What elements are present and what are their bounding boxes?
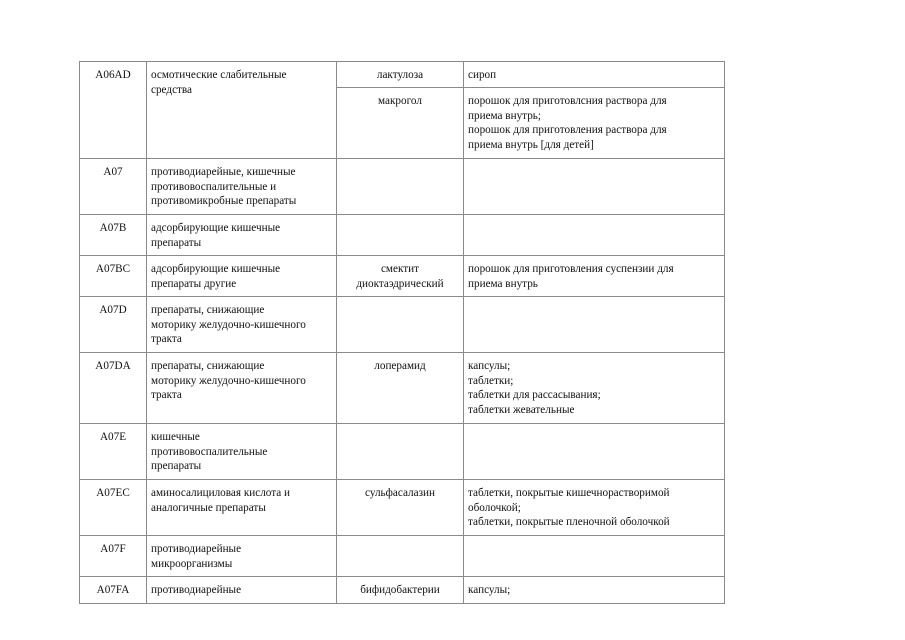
drug-name-cell: лактулоза [337, 62, 464, 88]
drug-name-cell: лоперамид [337, 353, 464, 424]
anatomical-group-cell: кишечные противовоспалительные препараты [147, 424, 337, 480]
drug-name-cell [337, 424, 464, 480]
anatomical-group-cell: аминосалициловая кислота и аналогичные препараты [147, 480, 337, 536]
atc-code-cell: A07FA [80, 577, 147, 604]
atc-code-cell: A07E [80, 424, 147, 480]
table-row [80, 297, 725, 353]
anatomical-group-cell: противодиарейные, кишечные противовоспалительные и противомикробные препараты [147, 159, 337, 215]
drug-name-cell: бифидобактерии [337, 577, 464, 604]
dosage-form-cell [464, 215, 725, 256]
anatomical-group-cell: адсорбирующие кишечные препараты другие [147, 256, 337, 297]
table-row [80, 353, 725, 424]
table-row [80, 577, 725, 604]
atc-code-cell: A07 [80, 159, 147, 215]
drug-name-cell [337, 215, 464, 256]
atc-code-cell: A06AD [80, 62, 147, 159]
atc-code-cell: A07EC [80, 480, 147, 536]
table-row [80, 215, 725, 256]
table-body [80, 62, 725, 604]
dosage-form-cell: сироп [464, 62, 725, 88]
drug-name-cell: смектит диоктаэдрический [337, 256, 464, 297]
drug-name-cell: макрогол [337, 88, 464, 159]
table-row [80, 424, 725, 480]
dosage-form-cell: порошок для приготовлсния раствора для приема внутрь; порошок для приготовления раствора для приема внутрь [для детей] [464, 88, 725, 159]
drug-name-cell [337, 297, 464, 353]
atc-code-cell: A07BC [80, 256, 147, 297]
anatomical-group-cell: противодиарейные микроорганизмы [147, 536, 337, 577]
dosage-form-cell: капсулы; таблетки; таблетки для рассасывания; таблетки жевательные [464, 353, 725, 424]
anatomical-group-cell: препараты, снижающие моторику желудочно-кишечного тракта [147, 297, 337, 353]
atc-code-cell: A07B [80, 215, 147, 256]
atc-code-cell: A07DA [80, 353, 147, 424]
table-row [80, 159, 725, 215]
anatomical-group-cell: противодиарейные [147, 577, 337, 604]
dosage-form-cell: таблетки, покрытые кишечнорастворимой оболочкой; таблетки, покрытые пленочной оболочкой [464, 480, 725, 536]
drug-classification-table [79, 61, 725, 604]
table-row [80, 480, 725, 536]
table-row [80, 256, 725, 297]
atc-code-cell: A07F [80, 536, 147, 577]
table-row [80, 536, 725, 577]
dosage-form-cell [464, 424, 725, 480]
drug-name-cell: сульфасалазин [337, 480, 464, 536]
drug-name-cell [337, 159, 464, 215]
dosage-form-cell: капсулы; [464, 577, 725, 604]
atc-code-cell: A07D [80, 297, 147, 353]
anatomical-group-cell: адсорбирующие кишечные препараты [147, 215, 337, 256]
dosage-form-cell: порошок для приготовления суспензии для приема внутрь [464, 256, 725, 297]
drug-name-cell [337, 536, 464, 577]
table-row [80, 62, 725, 88]
anatomical-group-cell: осмотические слабительные средства [147, 62, 337, 159]
dosage-form-cell [464, 297, 725, 353]
dosage-form-cell [464, 159, 725, 215]
dosage-form-cell [464, 536, 725, 577]
anatomical-group-cell: препараты, снижающие моторику желудочно-кишечного тракта [147, 353, 337, 424]
